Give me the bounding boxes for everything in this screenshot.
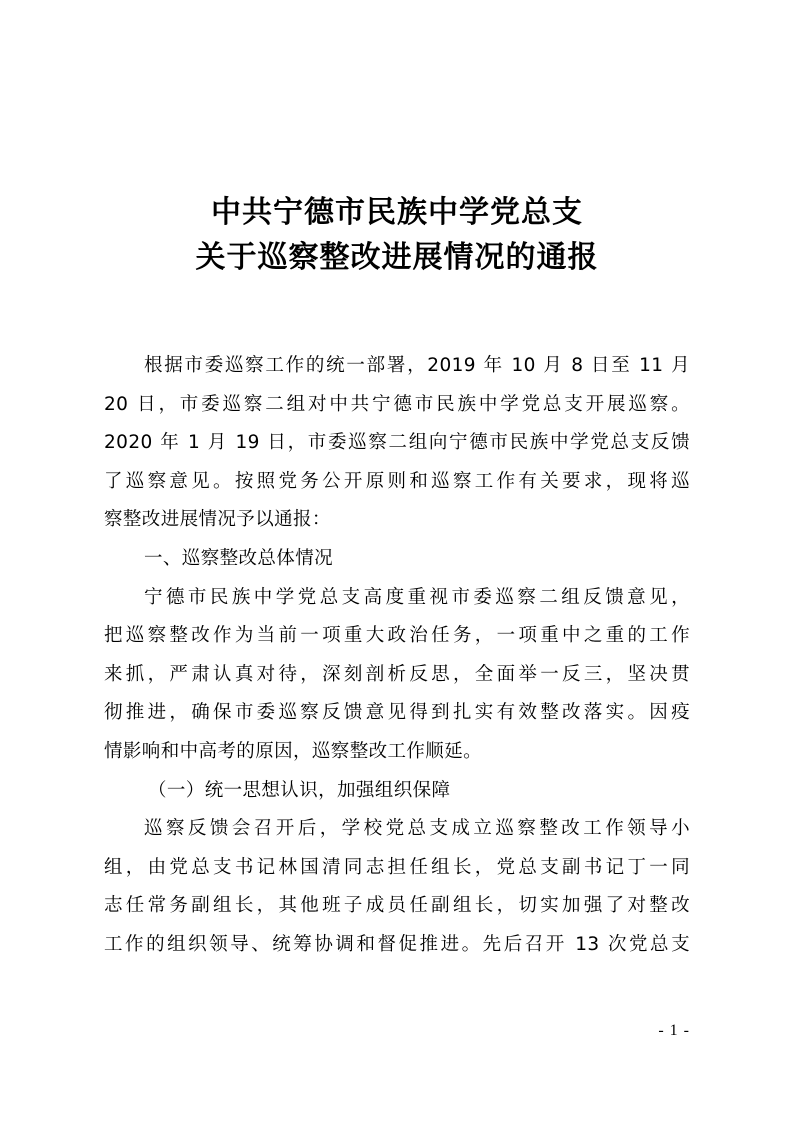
paragraph-line: 20 日，市委巡察二组对中共宁德市民族中学党总支开展巡察。 [104,393,690,415]
section-heading: 一、巡察整改总体情况 [144,547,334,569]
paragraph-line: 情影响和中高考的原因，巡察整改工作顺延。 [104,740,483,762]
document-title-line-2: 关于巡察整改进展情况的通报 [195,240,599,275]
paragraph-line: 工作的组织领导、统筹协调和督促推进。先后召开 13 次党总支 [104,933,690,955]
paragraph-line: 了巡察意见。按照党务公开原则和巡察工作有关要求，现将巡 [104,470,690,492]
paragraph-line: 把巡察整改作为当前一项重大政治任务，一项重中之重的工作 [104,625,690,647]
paragraph-line: 根据市委巡察工作的统一部署，2019 年 10 月 8 日至 11 月 [144,355,690,376]
paragraph-line: 彻推进，确保市委巡察反馈意见得到扎实有效整改落实。因疫 [104,702,690,724]
document-title-line-1: 中共宁德市民族中学党总支 [211,195,583,230]
subsection-heading: （一）统一思想认识，加强组织保障 [148,779,451,801]
paragraph-line: 组，由党总支书记林国清同志担任组长，党总支副书记丁一同 [104,856,690,878]
paragraph-line: 来抓，严肃认真对待，深刻剖析反思，全面举一反三，坚决贯 [104,663,690,685]
paragraph-line: 察整改进展情况予以通报： [104,509,331,531]
document-body [104,347,690,965]
paragraph-line: 宁德市民族中学党总支高度重视市委巡察二组反馈意见， [144,586,690,608]
paragraph-line: 2020 年 1 月 19 日，市委巡察二组向宁德市民族中学党总支反馈 [104,432,690,454]
paragraph-line: 志任常务副组长，其他班子成员任副组长，切实加强了对整改 [104,895,690,917]
paragraph-line: 巡察反馈会召开后，学校党总支成立巡察整改工作领导小 [144,818,690,840]
page-number: - 1 - [658,1022,690,1039]
